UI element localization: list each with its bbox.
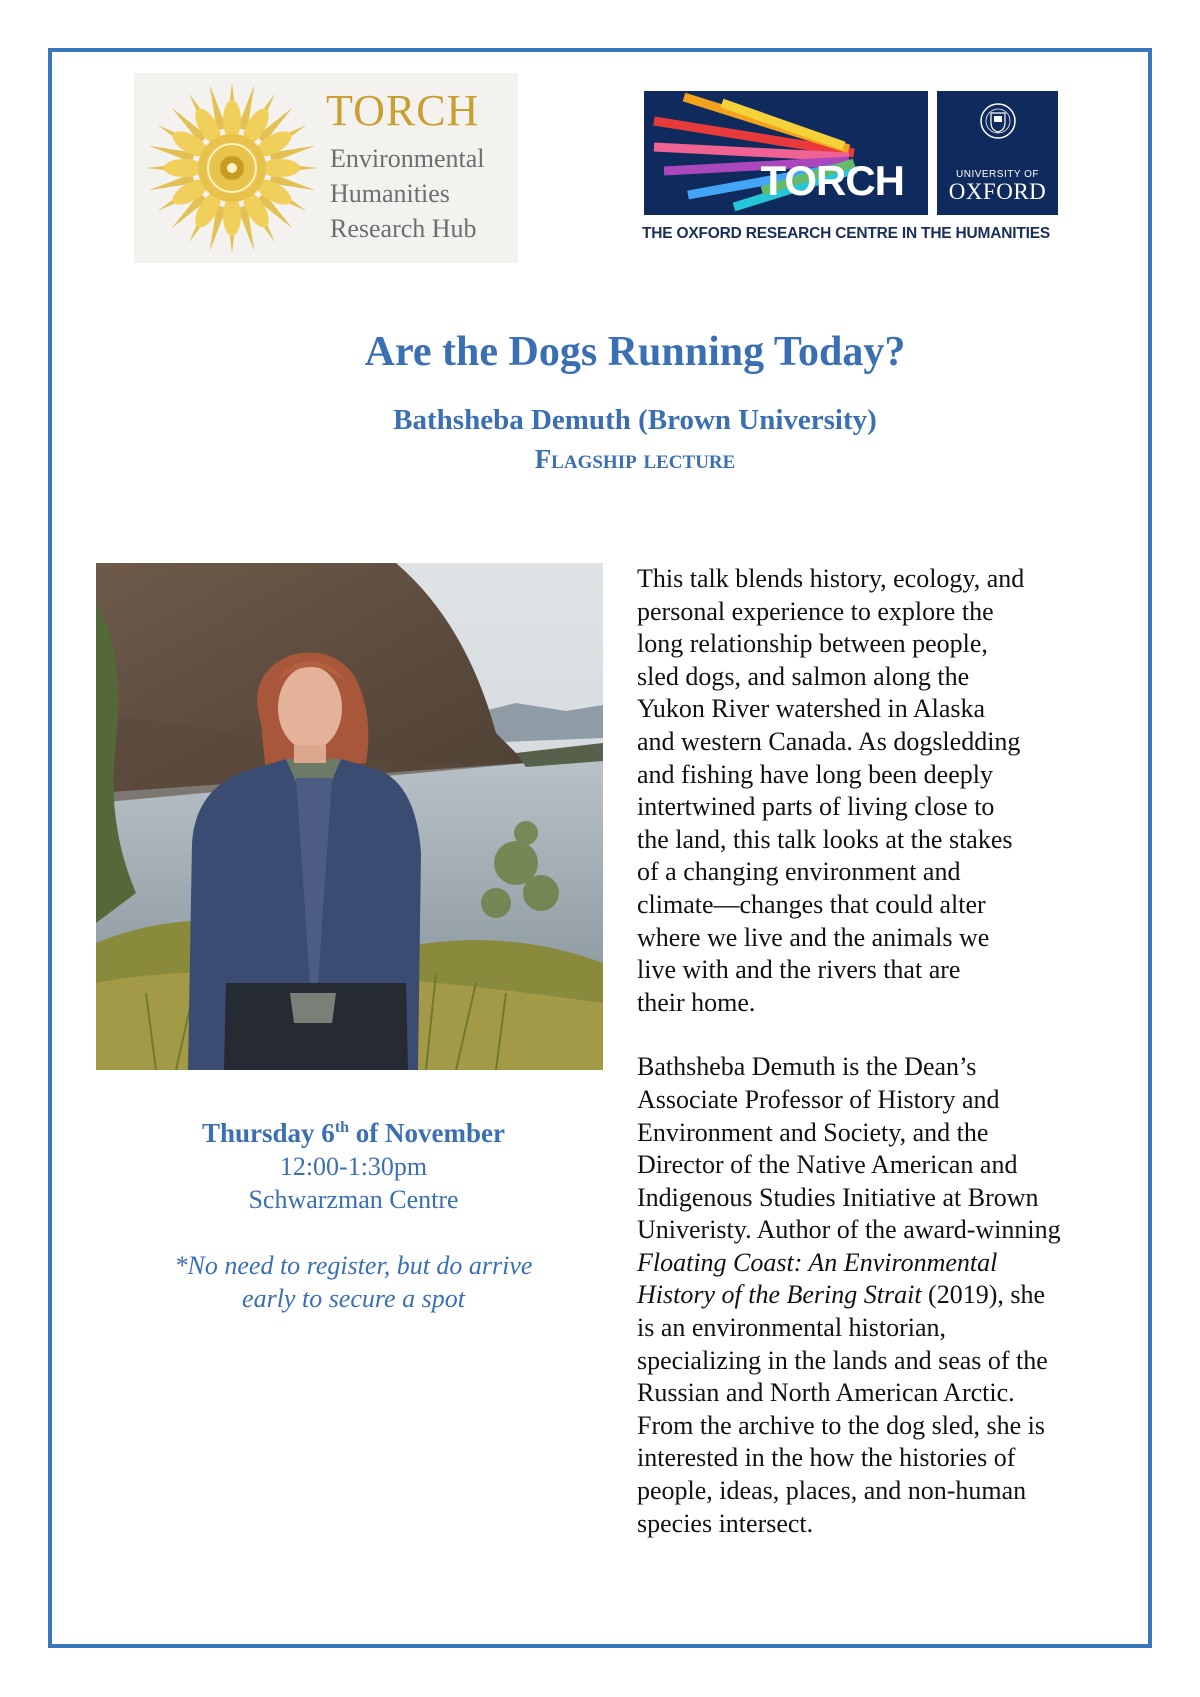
logo-line-environmental: Environmental [330, 144, 485, 173]
event-time: 12:00-1:30pm [279, 1152, 428, 1181]
event-date: Thursday 6th of November [202, 1118, 505, 1148]
logo-line-humanities: Humanities [330, 179, 450, 208]
torch-wordmark: TORCH [326, 86, 480, 135]
torch-oxford-logo [640, 91, 1060, 251]
oxford-crest-icon [979, 99, 1017, 159]
speaker-bio-paragraph: Bathsheba Demuth is the Dean’s Associate Professor of History and Environment and Society, and the Director of the Native American and Indigenous Studies Initiative at Brown Univeristy. Author of the award-winning Floating Coast: An Environmental History of the Bering Strait (2019), she is an environmental historian, specializing in the lands and seas of the Russian and North American Arctic. From the archive to the dog sled, she is interested in the how the histories of people, ideas, places, and non-human species intersect. [637, 1051, 1127, 1540]
sun-emblem-icon [142, 78, 322, 258]
abstract-paragraph: This talk blends history, ecology, and personal experience to explore the long relationship between people, sled dogs, and salmon along the Yukon River watershed in Alaska and western Canada. As dogsledding and fishing have long been deeply intertwined parts of living close to the land, this talk looks at the stakes of a changing environment and climate—changes that could alter where we live and the animals we live with and the rivers that are their home. [637, 564, 1025, 1017]
university-of-text: UNIVERSITY OF [956, 169, 1039, 180]
oxford-logo-panel [937, 91, 1058, 215]
event-venue: Schwarzman Centre [248, 1185, 459, 1214]
torch-environmental-humanities-logo [134, 73, 518, 263]
lecture-description [637, 563, 1127, 1540]
speaker-name: Bathsheba Demuth (Brown University) [393, 404, 877, 436]
book-title-line-2: History of the Bering Strait (2019), she [637, 1280, 1046, 1310]
logo-line-research-hub: Research Hub [330, 214, 477, 243]
lecture-title: Are the Dogs Running Today? [364, 329, 906, 375]
oxford-text: OXFORD [948, 179, 1047, 204]
registration-note: *No need to register, but do arrive early to secure a spot [174, 1251, 533, 1313]
torch-wordmark-white: TORCH [760, 157, 904, 204]
speaker-photo [96, 563, 603, 1070]
lecture-type: Flagship lecture [534, 444, 736, 474]
torch-tagline: THE OXFORD RESEARCH CENTRE IN THE HUMANITIES [642, 225, 1050, 242]
book-title-line-1: Floating Coast: An Environmental [637, 1247, 998, 1277]
torch-logo-panel [644, 91, 928, 215]
